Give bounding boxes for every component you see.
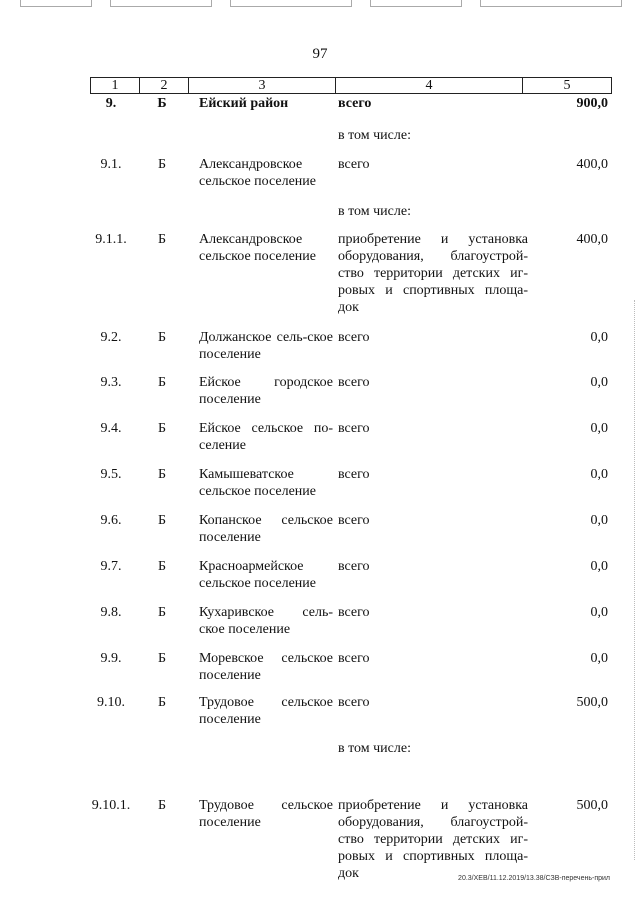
header-col-5: 5 bbox=[563, 78, 571, 93]
row-category: Б bbox=[157, 513, 167, 528]
row-category: Б bbox=[157, 695, 167, 710]
row-name: Копанское сельское поселение bbox=[199, 513, 333, 545]
row-category: Б bbox=[157, 330, 167, 345]
row-amount: 500,0 bbox=[576, 798, 608, 813]
row-category: Б bbox=[157, 559, 167, 574]
row-category: Б bbox=[157, 96, 167, 111]
row-amount: 0,0 bbox=[590, 330, 608, 345]
scan-edge-line bbox=[634, 300, 636, 860]
row-name: Ейское городское поселение bbox=[199, 375, 333, 407]
row-amount: 0,0 bbox=[590, 651, 608, 666]
note-text: в том числе: bbox=[338, 741, 411, 756]
row-description: всего bbox=[338, 157, 370, 172]
note-text: в том числе: bbox=[338, 128, 411, 143]
row-amount: 500,0 bbox=[576, 695, 608, 710]
row-name: Должанское сель-ское поселение bbox=[199, 330, 333, 362]
row-number: 9.8. bbox=[100, 605, 122, 620]
row-name: Кухаривское сель-ское поселение bbox=[199, 605, 333, 637]
row-number: 9.5. bbox=[100, 467, 122, 482]
row-description: всего bbox=[338, 695, 370, 710]
header-col-3: 3 bbox=[189, 78, 336, 93]
row-amount: 0,0 bbox=[590, 513, 608, 528]
row-name: Александровское сельское поселение bbox=[199, 232, 316, 264]
row-number: 9.3. bbox=[100, 375, 122, 390]
row-number: 9.2. bbox=[100, 330, 122, 345]
row-name: Моревское сельское поселение bbox=[199, 651, 333, 683]
row-amount: 0,0 bbox=[590, 605, 608, 620]
row-category: Б bbox=[157, 798, 167, 813]
row-number: 9.10.1. bbox=[91, 798, 131, 813]
row-description: всего bbox=[338, 651, 370, 666]
row-description: всего bbox=[338, 467, 370, 482]
row-number: 9. bbox=[105, 96, 117, 111]
row-number: 9.9. bbox=[100, 651, 122, 666]
row-category: Б bbox=[157, 421, 167, 436]
row-name: Трудовое сельское поселение bbox=[199, 798, 333, 830]
row-description: всего bbox=[338, 559, 370, 574]
row-amount: 0,0 bbox=[590, 375, 608, 390]
header-col-1: 1 bbox=[91, 78, 140, 93]
row-description: всего bbox=[338, 421, 370, 436]
row-amount: 0,0 bbox=[590, 421, 608, 436]
row-name: Ейское сельское по-селение bbox=[199, 421, 333, 453]
header-col-4: 4 bbox=[336, 78, 523, 93]
row-category: Б bbox=[157, 467, 167, 482]
row-name: Красноармейское сельское поселение bbox=[199, 559, 316, 591]
row-name: Камышеватское сельское поселение bbox=[199, 467, 316, 499]
row-description: приобретение и установка оборудования, благоустрой-ство территории детских иг-ровых и спортивных площа-док bbox=[338, 232, 528, 315]
row-description: всего bbox=[338, 375, 370, 390]
footer-code: 20.3/ХЕВ/11.12.2019/13.38/СЗВ-перечень-прил bbox=[458, 875, 610, 882]
row-category: Б bbox=[157, 375, 167, 390]
row-category: Б bbox=[157, 232, 167, 247]
row-description: всего bbox=[338, 513, 370, 528]
row-number: 9.7. bbox=[100, 559, 122, 574]
row-number: 9.1. bbox=[100, 157, 122, 172]
row-amount: 900,0 bbox=[576, 96, 608, 111]
note-text: в том числе: bbox=[338, 204, 411, 219]
row-name: Александровское сельское поселение bbox=[199, 157, 316, 189]
row-name: Ейский район bbox=[199, 96, 289, 111]
row-amount: 400,0 bbox=[576, 157, 608, 172]
row-amount: 0,0 bbox=[590, 467, 608, 482]
row-number: 9.4. bbox=[100, 421, 122, 436]
row-description: всего bbox=[338, 605, 370, 620]
row-amount: 400,0 bbox=[576, 232, 608, 247]
row-number: 9.1.1. bbox=[95, 232, 127, 247]
row-number: 9.10. bbox=[97, 695, 125, 710]
row-description: всего bbox=[338, 96, 372, 111]
row-amount: 0,0 bbox=[590, 559, 608, 574]
row-category: Б bbox=[157, 651, 167, 666]
row-description: приобретение и установка оборудования, благоустрой-ство территории детских иг-ровых и спортивных площа-док bbox=[338, 798, 528, 881]
row-name: Трудовое сельское поселение bbox=[199, 695, 333, 727]
header-col-2: 2 bbox=[140, 78, 189, 93]
page-number: 97 bbox=[312, 46, 328, 62]
row-category: Б bbox=[157, 605, 167, 620]
row-category: Б bbox=[157, 157, 167, 172]
row-description: всего bbox=[338, 330, 370, 345]
table-header bbox=[90, 77, 612, 94]
row-number: 9.6. bbox=[100, 513, 122, 528]
scan-artifact-top bbox=[20, 0, 630, 8]
